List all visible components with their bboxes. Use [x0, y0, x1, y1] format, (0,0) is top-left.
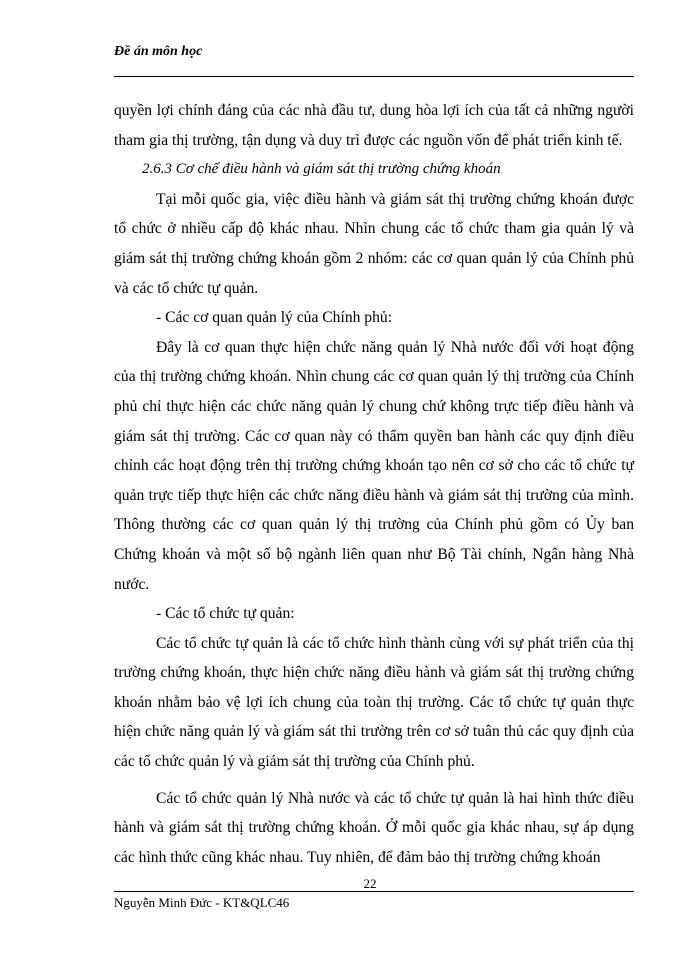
page-number: 22 — [363, 876, 377, 891]
header-divider — [114, 76, 634, 77]
header-title: Đề án môn học — [114, 44, 203, 59]
list-item-self-regulatory: - Các tổ chức tự quản: — [156, 605, 295, 623]
footer-divider — [114, 891, 634, 892]
body-text — [114, 96, 634, 872]
paragraph-2: Đây là cơ quan thực hiện chức năng quản lý Nhà nước đối với hoạt động của thị trường chứng khoán. Nhìn chung các cơ quan quản lý thị trường của Chính phủ chỉ thực hiện các chức năng quản lý chung chứ không trực tiếp điều hành và giám sát thị trường. Các cơ quan này có thẩm quyền ban hành các quy định điều chỉnh các hoạt động trên thị trường chứng khoán tạo nên cơ sở cho các tổ chức tự quản trực tiếp thực hiện các chức năng điều hành và giám sát thị trường của mình. Thông thường các cơ quan quản lý thị trường của Chính phủ gồm có Ủy ban Chứng khoán và một số bộ ngành liên quan như Bộ Tài chính, Ngân hàng Nhà nước. — [114, 338, 634, 593]
paragraph-1: Tại mỗi quốc gia, việc điều hành và giám sát thị trường chứng khoán được tổ chức ở nhiều cấp độ khác nhau. Nhìn chung các tổ chức tham gia quản lý và giám sát thị trường chứng khoán gồm 2 nhóm: các cơ quan quản lý của Chính phủ và các tổ chức tự quản. — [114, 190, 634, 297]
section-heading: 2.6.3 Cơ chế điều hành và giám sát thị trường chứng khoán — [142, 161, 501, 178]
footer-author: Nguyễn Minh Đức - KT&QLC46 — [114, 895, 290, 910]
intro-continuation: quyền lợi chính đáng của các nhà đầu tư, dung hòa lợi ích của tất cả những người tham gia thị trường, tận dụng và duy trì được các nguồn vốn để phát triển kinh tế. — [114, 102, 634, 149]
paragraph-4: Các tổ chức quản lý Nhà nước và các tổ chức tự quản là hai hình thức điều hành và giám sát thị trường chứng khoán. Ở mỗi quốc gia khác nhau, sự áp dụng các hình thức cũng khác nhau. Tuy nhiên, để đảm bảo thị trường chứng khoán — [114, 789, 634, 866]
list-item-government-agencies: - Các cơ quan quản lý của Chính phủ: — [156, 309, 393, 327]
paragraph-3: Các tổ chức tự quản là các tổ chức hình thành cùng với sự phát triển của thị trường chứng khoán, thực hiện chức năng điều hành và giám sát thị trường chứng khoán nhằm bảo vệ lợi ích chung của toàn thị trường. Các tổ chức tự quản thực hiện chức năng quản lý và giám sát thi trường trên cơ sở tuân thủ các quy định của các tổ chức quản lý và giám sát thị trường của Chính phủ. — [114, 634, 634, 771]
